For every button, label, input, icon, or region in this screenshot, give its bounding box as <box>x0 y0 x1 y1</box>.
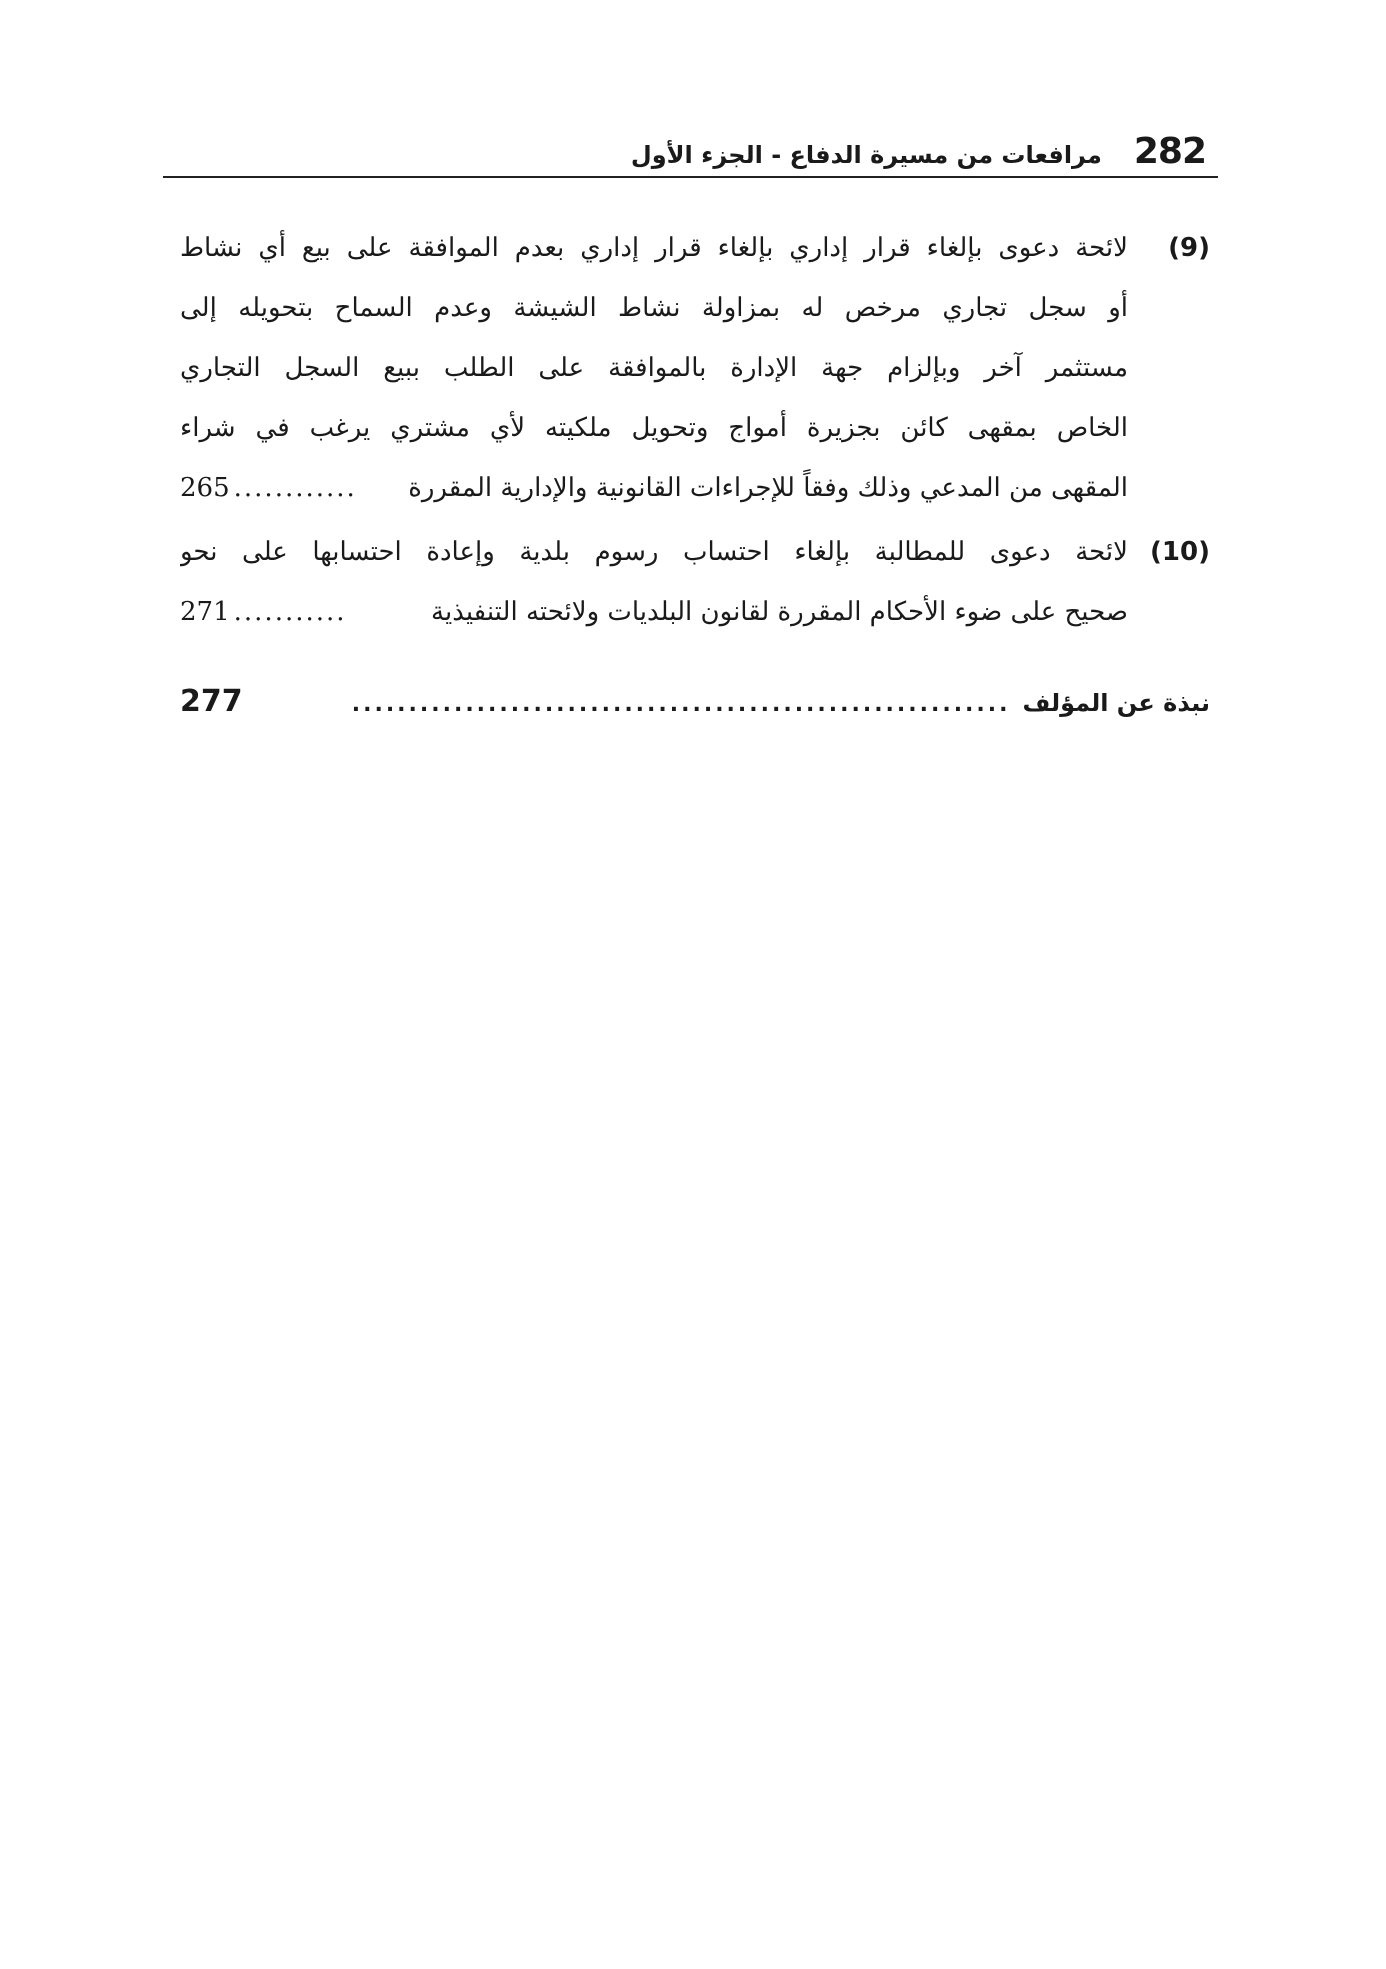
entry-line: المقهى من المدعي وذلك وفقاً للإجراءات القانونية والإدارية المقررة <box>408 473 1128 503</box>
entry-text <box>180 522 1128 642</box>
about-author-label: نبذة عن المؤلف <box>1022 689 1210 717</box>
entry-last-line <box>180 582 1128 642</box>
entry-line: صحيح على ضوء الأحكام المقررة لقانون البلديات ولائحته التنفيذية <box>431 597 1128 627</box>
dot-leader: ............ <box>233 473 357 503</box>
toc-entry-10[interactable] <box>180 522 1210 642</box>
dot-leader: .......................................................... <box>351 692 1011 717</box>
entry-text <box>180 218 1128 518</box>
entry-line: لائحة دعوى للمطالبة بإلغاء احتساب رسوم بلدية وإعادة احتسابها على نحو <box>180 537 1128 567</box>
entry-number: (9) <box>1168 233 1210 263</box>
book-title: مرافعات من مسيرة الدفاع - الجزء الأول <box>630 141 1102 169</box>
entry-last-line <box>180 458 1128 518</box>
entry-line: مستثمر آخر وبإلزام جهة الإدارة بالموافقة على الطلب ببيع السجل التجاري <box>180 353 1128 383</box>
table-of-contents <box>180 218 1210 646</box>
entry-page-number: 271 <box>180 597 230 627</box>
entry-number: (10) <box>1150 537 1210 567</box>
page-number: 282 <box>1133 131 1206 172</box>
about-author-page-number: 277 <box>180 684 243 719</box>
running-header <box>163 118 1218 178</box>
dot-leader: ........... <box>233 597 347 627</box>
toc-entry-about-author[interactable] <box>180 684 1210 734</box>
toc-entry-9[interactable] <box>180 218 1210 518</box>
entry-line: الخاص بمقهى كائن بجزيرة أمواج وتحويل ملكيته لأي مشتري يرغب في شراء <box>180 413 1128 443</box>
entry-line: أو سجل تجاري مرخص له بمزاولة نشاط الشيشة وعدم السماح بتحويله إلى <box>180 293 1128 323</box>
entry-page-number: 265 <box>180 473 230 503</box>
entry-line: لائحة دعوى بإلغاء قرار إداري بإلغاء قرار إداري بعدم الموافقة على بيع أي نشاط <box>180 233 1128 263</box>
